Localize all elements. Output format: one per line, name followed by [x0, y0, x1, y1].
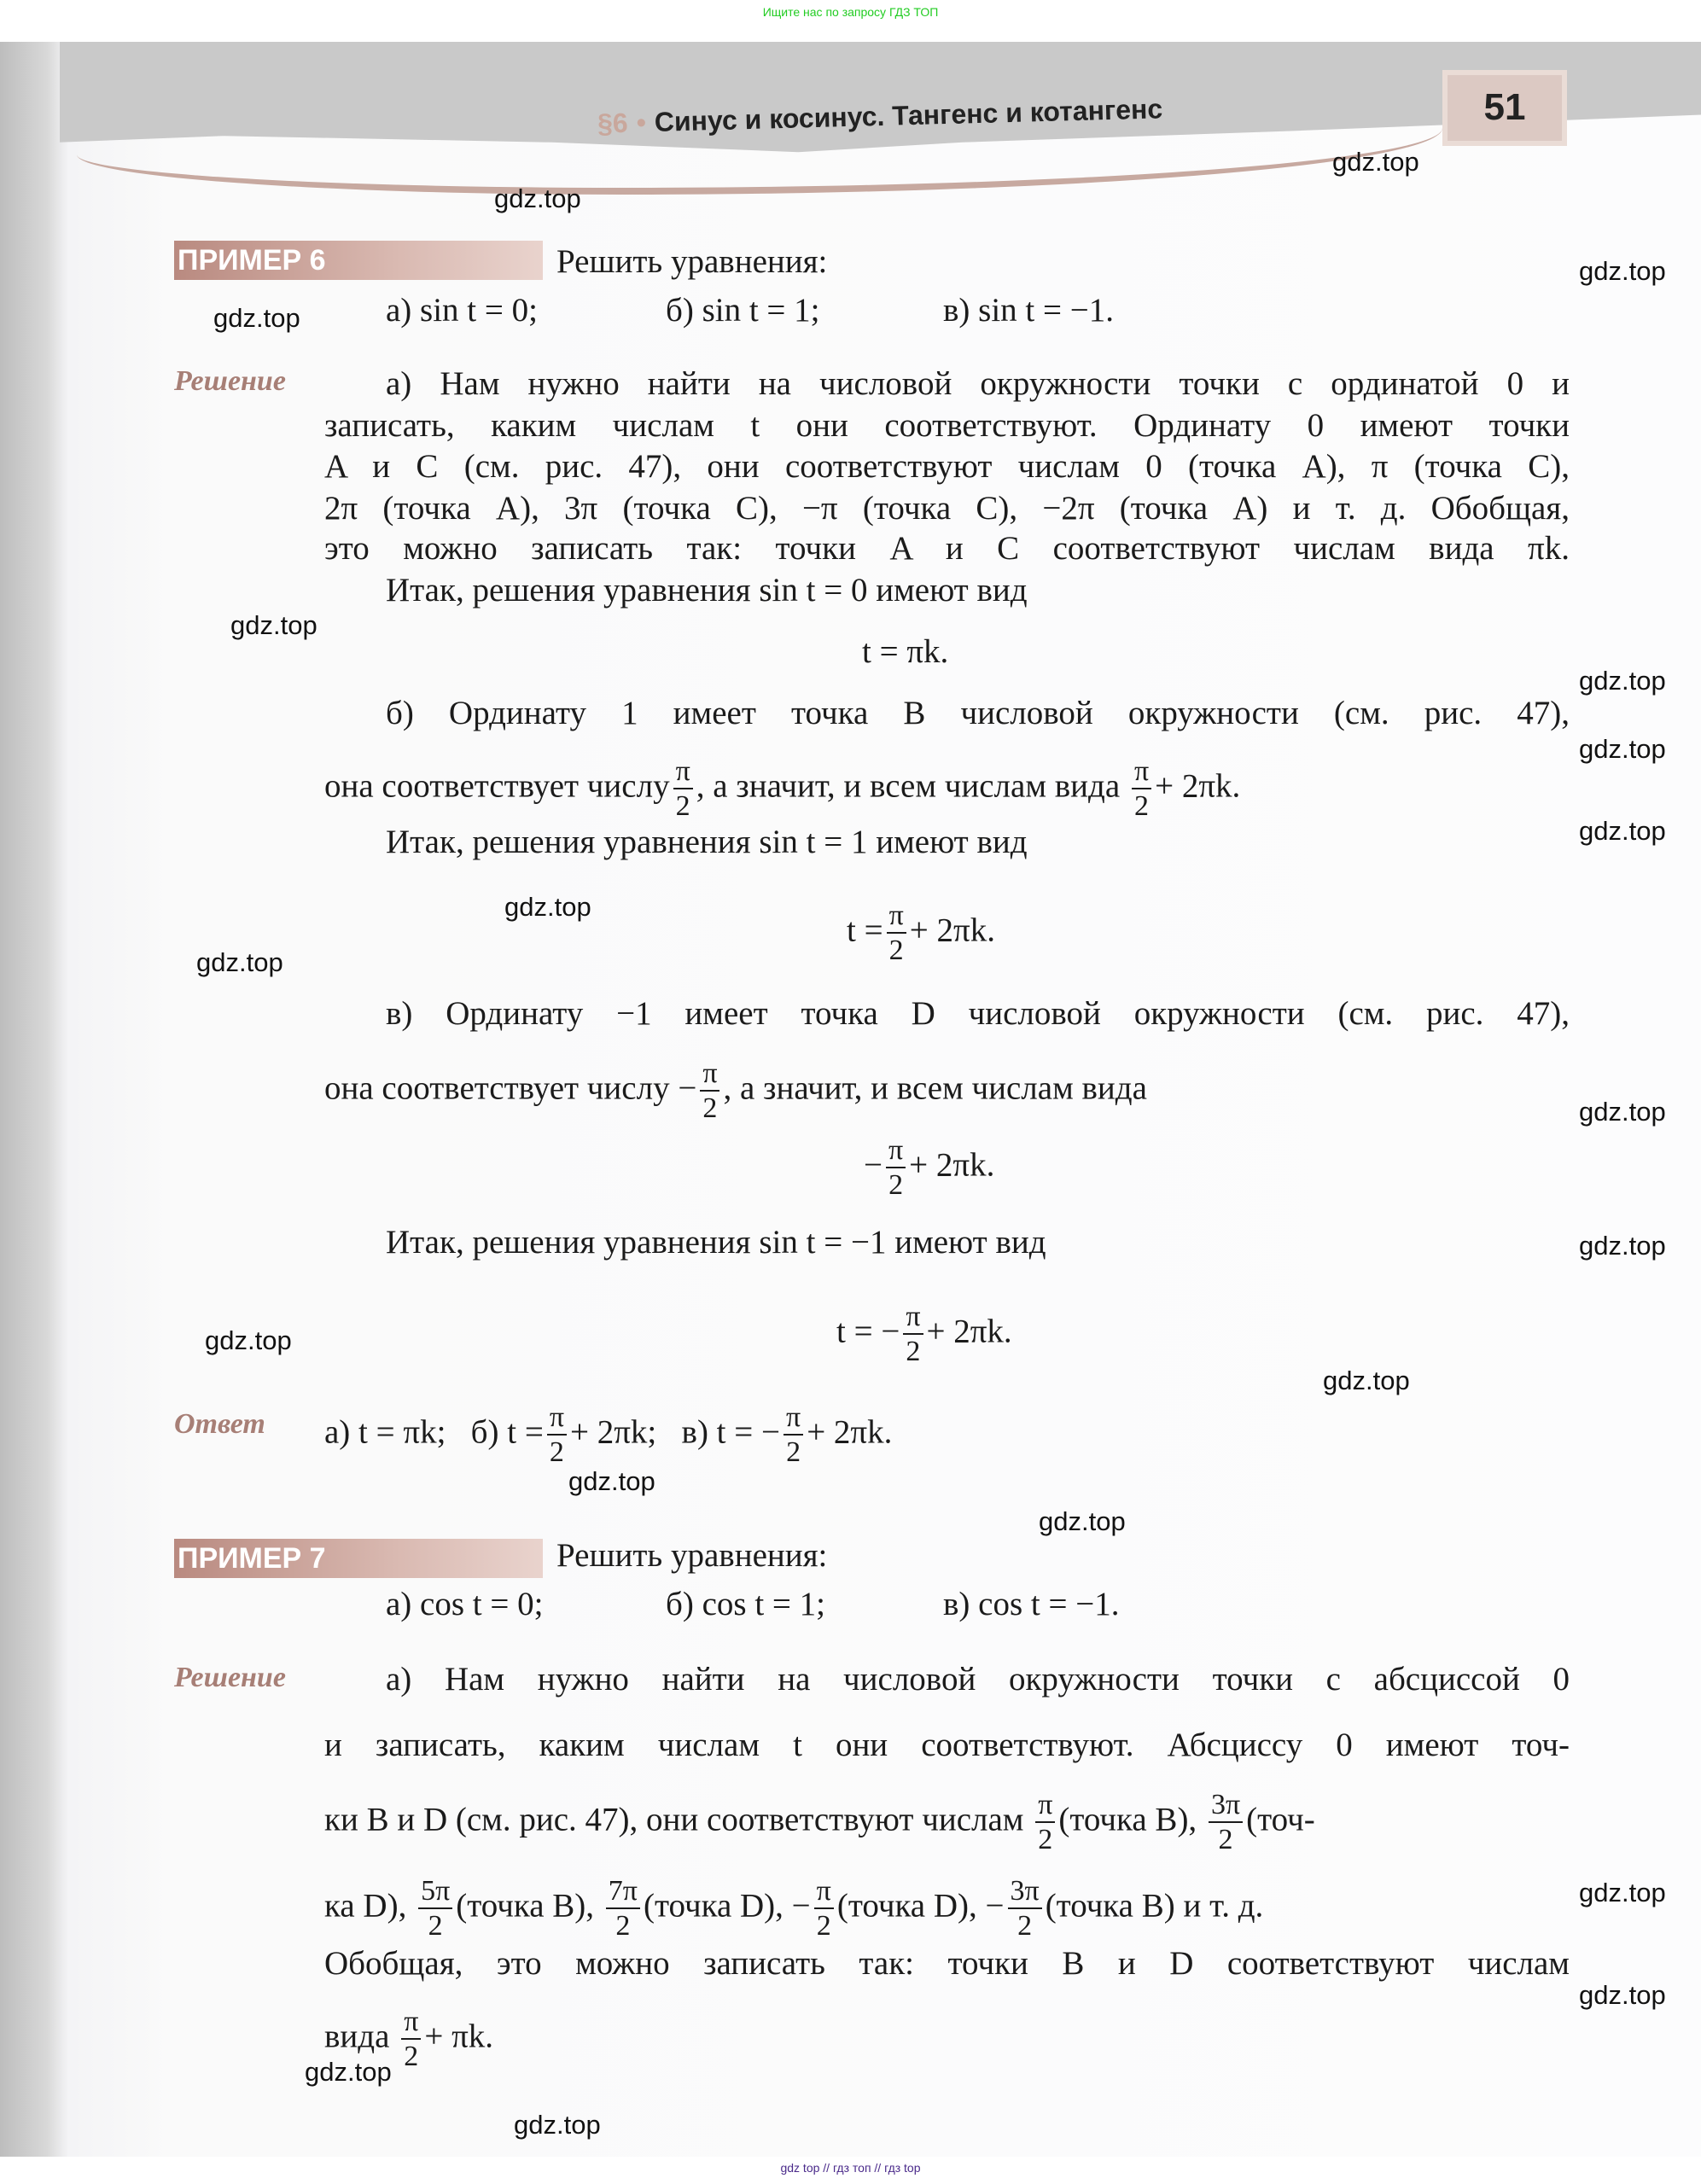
fraction	[1209, 1791, 1243, 1855]
watermark: gdz.top	[1579, 734, 1666, 764]
fraction	[887, 901, 906, 965]
num: π	[547, 1403, 567, 1436]
text: , а значит, и всем числам вида	[696, 767, 1121, 805]
text-line	[324, 755, 1570, 822]
den: 2	[702, 1092, 718, 1124]
den: 2	[906, 1336, 921, 1367]
answer-c: в) t = −	[681, 1413, 781, 1451]
fraction	[401, 2007, 421, 2071]
option-b: б) sin t = 1;	[666, 292, 820, 329]
option-c: в) sin t = −1.	[943, 292, 1114, 329]
fraction	[1132, 757, 1151, 821]
text: вида	[324, 2018, 390, 2055]
option-c: в) cos t = −1.	[943, 1586, 1120, 1622]
den: 2	[1038, 1824, 1053, 1855]
watermark: gdz.top	[494, 183, 581, 213]
top-banner[interactable]: Ищите нас по запросу ГДЗ ТОП	[762, 5, 939, 19]
formula	[836, 1301, 1012, 1367]
text-line: 2π (точка A), 3π (точка C), −π (точка C), −2π (точка A) и т. д. Обобщая,	[324, 490, 1570, 527]
text-line: это можно записать так: точки A и C соответствуют числам вида πk.	[324, 530, 1570, 567]
example-6-label: ПРИМЕР 6	[174, 241, 543, 280]
fraction	[547, 1403, 567, 1467]
text: + 2πk.	[909, 1146, 995, 1184]
num: π	[887, 901, 906, 934]
solution-label: Решение	[174, 365, 286, 397]
num: π	[903, 1302, 923, 1335]
watermark: gdz.top	[1039, 1506, 1126, 1536]
num: π	[784, 1403, 803, 1436]
watermark: gdz.top	[514, 2110, 601, 2140]
watermark: gdz.top	[213, 303, 300, 333]
num: π	[1132, 757, 1151, 789]
den: 2	[428, 1910, 443, 1942]
watermark: gdz.top	[1579, 1231, 1666, 1261]
text-line: в) Ординату −1 имеет точка D числовой окружности (см. рис. 47),	[386, 995, 1570, 1032]
formula	[847, 900, 995, 966]
den: 2	[404, 2041, 419, 2072]
text: + 2πk.	[909, 911, 995, 949]
num: 5π	[418, 1877, 452, 1909]
text-line: Итак, решения уравнения sin t = 1 имеют вид	[386, 824, 1028, 860]
watermark: gdz.top	[1579, 666, 1666, 696]
den: 2	[816, 1910, 831, 1942]
text-line: записать, каким числам t они соответствуют. Ординату 0 имеют точки	[324, 407, 1570, 444]
watermark: gdz.top	[568, 1466, 655, 1496]
fraction	[1035, 1791, 1055, 1855]
option-a: а) sin t = 0;	[386, 292, 538, 329]
num: π	[700, 1059, 719, 1092]
text: (точка D), −	[643, 1887, 811, 1925]
fraction	[886, 1136, 906, 1200]
text-line: A и C (см. рис. 47), они соответствуют числам 0 (точка A), π (точка C),	[324, 448, 1570, 485]
formula	[864, 1134, 995, 1201]
watermark: gdz.top	[1323, 1366, 1410, 1395]
text: + 2πk.	[1155, 767, 1241, 805]
answer-b: б) t =	[470, 1413, 544, 1451]
option-a: а) cos t = 0;	[386, 1586, 544, 1622]
text: + 2πk;	[570, 1413, 657, 1451]
num: π	[886, 1136, 906, 1168]
text-line	[324, 1875, 1570, 1942]
bullet: •	[636, 107, 647, 138]
text-line	[324, 2006, 494, 2072]
text: она соответствует числу −	[324, 1069, 697, 1107]
text-line: Обобщая, это можно записать так: точки B и D соответствуют числам	[324, 1945, 1570, 1982]
watermark: gdz.top	[205, 1325, 292, 1355]
watermark: gdz.top	[1332, 147, 1419, 177]
den: 2	[1017, 1910, 1033, 1942]
formula: t = πk.	[862, 633, 949, 670]
fraction	[606, 1877, 640, 1941]
text: (точка B),	[1058, 1801, 1197, 1838]
text-line: а) Нам нужно найти на числовой окружности точки с ординатой 0 и	[386, 365, 1570, 402]
text: −	[864, 1146, 883, 1184]
text-line: Итак, решения уравнения sin t = −1 имеют вид	[386, 1224, 1046, 1261]
fraction	[418, 1877, 452, 1941]
example-7-label: ПРИМЕР 7	[174, 1539, 543, 1578]
text-line	[324, 1057, 1570, 1124]
text: + 2πk.	[807, 1413, 893, 1451]
text: t = −	[836, 1313, 900, 1350]
fraction	[1008, 1877, 1042, 1941]
den: 2	[888, 935, 904, 966]
num: 3π	[1209, 1791, 1243, 1823]
watermark: gdz.top	[1579, 256, 1666, 286]
fraction	[700, 1059, 719, 1123]
den: 2	[888, 1169, 904, 1201]
text: , а значит, и всем числам вида	[723, 1069, 1147, 1107]
section-number: §6	[597, 107, 629, 139]
fraction	[784, 1403, 803, 1467]
answer-a: а) t = πk;	[324, 1413, 446, 1451]
text: она соответствует числу	[324, 767, 670, 805]
example-7-task: Решить уравнения:	[556, 1537, 828, 1574]
watermark: gdz.top	[196, 947, 283, 977]
den: 2	[615, 1910, 631, 1942]
answer-line	[324, 1401, 893, 1468]
watermark: gdz.top	[504, 892, 591, 922]
fraction	[903, 1302, 923, 1366]
watermark: gdz.top	[1579, 1878, 1666, 1907]
text-line: и записать, каким числам t они соответствуют. Абсциссу 0 имеют точ-	[324, 1727, 1570, 1763]
text: (точка B) и т. д.	[1045, 1887, 1264, 1925]
den: 2	[1134, 790, 1150, 822]
example-7-options	[0, 1584, 1701, 1625]
watermark: gdz.top	[1579, 816, 1666, 846]
footer-links[interactable]: gdz top // гдз топ // гдз top	[780, 2161, 921, 2175]
den: 2	[786, 1436, 801, 1468]
option-b: б) cos t = 1;	[666, 1586, 825, 1622]
watermark: gdz.top	[305, 2057, 392, 2087]
text: + 2πk.	[926, 1313, 1012, 1350]
answer-label: Ответ	[174, 1408, 265, 1440]
example-6-task: Решить уравнения:	[556, 243, 828, 280]
den: 2	[675, 790, 690, 822]
watermark: gdz.top	[1579, 1097, 1666, 1127]
den: 2	[1218, 1824, 1233, 1855]
page-number: 51	[1442, 70, 1567, 146]
watermark: gdz.top	[230, 610, 317, 640]
text: + πk.	[424, 2018, 494, 2055]
text-line: б) Ординату 1 имеет точка B числовой окружности (см. рис. 47),	[386, 695, 1570, 731]
text-line	[324, 1789, 1570, 1855]
text: (точ-	[1246, 1801, 1315, 1838]
num: π	[401, 2007, 421, 2040]
section-title: Синус и косинус. Тангенс и котангенс	[654, 93, 1163, 137]
fraction	[814, 1877, 834, 1941]
fraction	[673, 757, 693, 821]
solution-label: Решение	[174, 1662, 286, 1693]
text: ки B и D (см. рис. 47), они соответствуют числам	[324, 1801, 1024, 1838]
text: (точка D), −	[836, 1887, 1005, 1925]
text-line: Итак, решения уравнения sin t = 0 имеют вид	[386, 572, 1028, 609]
num: π	[1035, 1791, 1055, 1823]
text: (точка B),	[456, 1887, 595, 1925]
num: 3π	[1008, 1877, 1042, 1909]
num: π	[673, 757, 693, 789]
den: 2	[549, 1436, 564, 1468]
text: ка D),	[324, 1887, 407, 1925]
text: t =	[847, 911, 883, 949]
num: π	[814, 1877, 834, 1909]
num: 7π	[606, 1877, 640, 1909]
watermark: gdz.top	[1579, 1980, 1666, 2010]
text-line: а) Нам нужно найти на числовой окружности точки с абсциссой 0	[386, 1661, 1570, 1698]
